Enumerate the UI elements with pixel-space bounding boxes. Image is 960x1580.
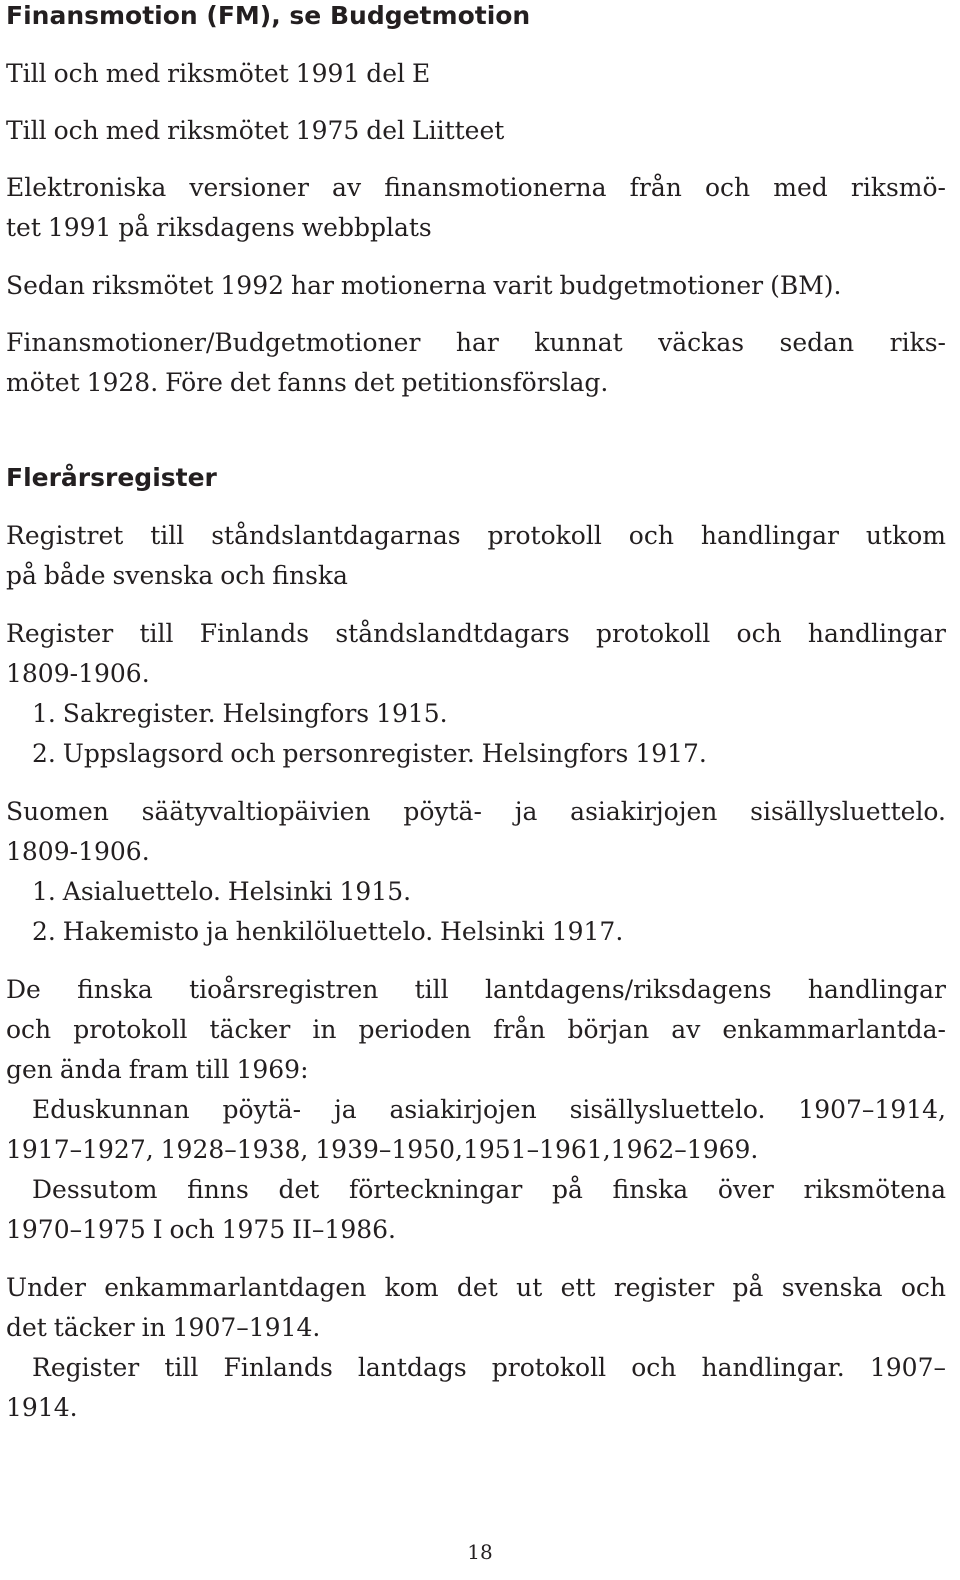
paragraph [6,111,946,151]
text-line: tet 1991 på riksdagens webbplats [6,213,432,242]
text-line: Elektroniska versioner av finansmotionerna från och med riksmö- [6,173,946,202]
text-line: Suomen säätyvaltiopäivien pöytä- ja asiakirjojen sisällysluettelo. [6,797,946,826]
text-line: gen ända fram till 1969: [6,1055,309,1084]
text-line: 1917–1927, 1928–1938, 1939–1950,1951–1961,1962–1969. [6,1135,759,1164]
paragraph [6,54,946,94]
text-line: Register till Finlands lantdags protokoll och handlingar. 1907– [32,1353,946,1382]
text-line: Registret till ståndslantdagarnas protokoll och handlingar utkom [6,521,946,550]
text-line: De finska tioårsregistren till lantdagens/riksdagens handlingar [6,975,946,1004]
section-finansmotion [6,0,946,397]
text-line: och protokoll täcker in perioden från början av enkammarlantda- [6,1015,946,1044]
text-line: Under enkammarlantdagen kom det ut ett register på svenska och [6,1273,946,1302]
section-heading: Flerårsregister [6,463,217,492]
paragraph [6,1268,946,1428]
section-heading: Finansmotion (FM), se Budgetmotion [6,1,531,30]
list-item: 1. Sakregister. Helsingfors 1915. [32,699,448,728]
paragraph [6,323,946,403]
text-line: det täcker in 1907–1914. [6,1313,321,1342]
paragraph [6,266,946,306]
paragraph [6,614,946,774]
text-line: 1914. [6,1393,78,1422]
list-item: 1. Asialuettelo. Helsinki 1915. [32,877,412,906]
paragraph [6,516,946,596]
page-number: 18 [467,1540,493,1564]
text-line: 1809-1906. [6,837,150,866]
text-line: Eduskunnan pöytä- ja asiakirjojen sisällysluettelo. 1907–1914, [32,1095,946,1124]
paragraph [6,970,946,1250]
list-item: 2. Uppslagsord och personregister. Helsingfors 1917. [32,739,707,768]
text-line: mötet 1928. Före det fanns det petitionsförslag. [6,368,609,397]
text-line: 1970–1975 I och 1975 II–1986. [6,1215,397,1244]
text-line: Till och med riksmötet 1975 del Liitteet [6,116,505,145]
text-line: Finansmotioner/Budgetmotioner har kunnat väckas sedan riks- [6,328,946,357]
text-line: Dessutom finns det förteckningar på finska över riksmötena [32,1175,946,1204]
text-line: Sedan riksmötet 1992 har motionerna varit budgetmotioner (BM). [6,271,842,300]
text-line: 1809-1906. [6,659,150,688]
text-line: på både svenska och finska [6,561,348,590]
paragraph [6,792,946,952]
section-flerarsregister [6,462,946,1422]
paragraph [6,168,946,248]
text-line: Register till Finlands ståndslandtdagars protokoll och handlingar [6,619,946,648]
text-line: Till och med riksmötet 1991 del E [6,59,431,88]
list-item: 2. Hakemisto ja henkilöluettelo. Helsinki 1917. [32,917,624,946]
